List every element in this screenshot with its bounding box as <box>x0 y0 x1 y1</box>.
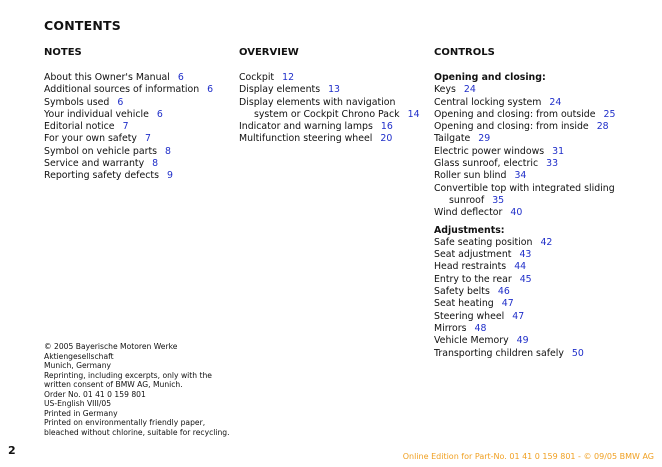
toc-page-link[interactable]: 47 <box>501 298 514 310</box>
toc-entry[interactable] <box>434 237 649 249</box>
notes-list <box>44 72 229 183</box>
toc-page-link[interactable]: 46 <box>497 286 510 298</box>
toc-page-link[interactable]: 7 <box>144 133 151 145</box>
toc-entry[interactable] <box>434 249 649 261</box>
toc-page-link[interactable]: 8 <box>152 158 159 170</box>
toc-entry-label: Keys <box>434 84 456 96</box>
toc-entry[interactable] <box>239 121 429 133</box>
toc-entry-label: Indicator and warning lamps <box>239 121 373 133</box>
toc-entry-label: Editorial notice <box>44 121 115 133</box>
toc-entry[interactable] <box>434 261 649 273</box>
toc-entry[interactable] <box>434 207 649 219</box>
toc-entry[interactable] <box>239 72 429 84</box>
toc-entry[interactable] <box>434 323 649 335</box>
toc-entry-label: Transporting children safely <box>434 347 564 359</box>
page-title: CONTENTS <box>44 18 121 33</box>
toc-entry-label: Safe seating position <box>434 236 533 248</box>
copyright-line: Printed on environmentally friendly paper, <box>44 418 206 427</box>
toc-entry[interactable] <box>434 298 649 310</box>
toc-entry-label: Cockpit <box>239 72 275 83</box>
copyright-line: © 2005 Bayerische Motoren Werke <box>44 342 178 351</box>
toc-page-link[interactable]: 12 <box>282 72 295 83</box>
copyright-line: Reprinting, including excerpts, only with the <box>44 370 212 380</box>
toc-page-link[interactable]: 13 <box>328 84 341 96</box>
toc-page-link[interactable]: 35 <box>492 194 505 206</box>
toc-page-link[interactable]: 43 <box>519 249 532 261</box>
toc-page-link[interactable]: 44 <box>514 261 527 273</box>
toc-page-link[interactable]: 6 <box>156 108 163 120</box>
notes-column <box>44 47 229 183</box>
toc-entry[interactable] <box>44 121 229 133</box>
toc-entry-label: Mirrors <box>434 322 467 334</box>
toc-entry-label: Central locking system <box>434 96 542 108</box>
toc-page-link[interactable]: 6 <box>177 72 184 83</box>
toc-entry[interactable] <box>434 97 649 109</box>
toc-entry-label: Seat heating <box>434 298 494 310</box>
footer-edition-note: Online Edition for Part-No. 01 41 0 159 801 - © 09/05 BMW AG <box>402 452 654 461</box>
controls-column <box>434 47 649 360</box>
toc-entry-label: Display elements <box>239 84 321 96</box>
toc-entry-label: Tailgate <box>434 133 471 145</box>
toc-entry-label: For your own safety <box>44 133 137 145</box>
toc-entry[interactable] <box>434 146 649 158</box>
opening-closing-heading: Opening and closing: <box>434 72 546 83</box>
toc-entry-label: Your individual vehicle <box>44 108 149 120</box>
toc-entry[interactable] <box>434 183 629 208</box>
toc-page-link[interactable]: 45 <box>519 273 532 285</box>
notes-heading: NOTES <box>44 47 82 58</box>
toc-entry[interactable] <box>434 348 649 360</box>
toc-entry[interactable] <box>239 84 429 96</box>
toc-entry-label: Symbols used <box>44 96 110 108</box>
copyright-line: bleached without chlorine, suitable for recycling. <box>44 427 230 437</box>
toc-entry-label: Opening and closing: from inside <box>434 121 589 133</box>
toc-page-link[interactable]: 6 <box>117 96 124 108</box>
toc-page-link[interactable]: 31 <box>552 145 565 157</box>
copyright-line: written consent of BMW AG, Munich. <box>44 380 183 389</box>
copyright-line: US-English VIII/05 <box>44 399 112 408</box>
toc-page-link[interactable]: 33 <box>546 158 559 170</box>
toc-entry[interactable] <box>434 109 649 121</box>
controls-heading: CONTROLS <box>434 47 495 58</box>
toc-entry[interactable] <box>44 72 229 84</box>
toc-entry-label: Steering wheel <box>434 310 505 322</box>
toc-entry-label: Wind deflector <box>434 207 503 219</box>
toc-entry-label: Entry to the rear <box>434 273 512 285</box>
toc-page-link[interactable]: 7 <box>122 121 129 133</box>
toc-entry-label: Additional sources of information <box>44 84 200 96</box>
toc-entry[interactable] <box>434 133 649 145</box>
toc-page-link[interactable]: 24 <box>463 84 476 96</box>
toc-entry-label: Glass sunroof, electric <box>434 158 539 170</box>
toc-page-link[interactable]: 8 <box>165 145 172 157</box>
opening-closing-list <box>434 84 649 219</box>
copyright-line: Aktiengesellschaft <box>44 351 114 361</box>
toc-entry[interactable] <box>239 133 429 145</box>
toc-page-link[interactable]: 48 <box>474 322 487 334</box>
toc-page-link[interactable]: 6 <box>207 84 214 96</box>
copyright-line: Printed in Germany <box>44 408 118 418</box>
toc-page-link[interactable]: 25 <box>603 108 616 120</box>
toc-entry-label: Electric power windows <box>434 145 545 157</box>
toc-page-link[interactable]: 16 <box>380 121 393 133</box>
toc-entry-label: Reporting safety defects <box>44 170 159 182</box>
copyright-line: Order No. 01 41 0 159 801 <box>44 389 146 399</box>
toc-entry-label: Convertible top with integrated sliding sunroof <box>434 182 615 206</box>
toc-entry-label: Roller sun blind <box>434 170 507 182</box>
toc-entry-label: Display elements with navigation system or Cockpit Chrono Pack <box>239 96 400 120</box>
toc-entry[interactable] <box>434 158 649 170</box>
toc-entry[interactable] <box>44 97 229 109</box>
overview-column <box>239 47 429 146</box>
toc-entry[interactable] <box>434 170 649 182</box>
toc-entry-label: Vehicle Memory <box>434 335 509 347</box>
overview-heading: OVERVIEW <box>239 47 299 58</box>
toc-page-link[interactable]: 50 <box>571 347 584 359</box>
toc-entry[interactable] <box>44 146 229 158</box>
toc-page-link[interactable]: 47 <box>512 310 525 322</box>
toc-page-link[interactable]: 24 <box>549 96 562 108</box>
toc-page-link[interactable]: 34 <box>514 170 527 182</box>
toc-entry[interactable] <box>434 121 649 133</box>
toc-entry[interactable] <box>239 97 429 122</box>
toc-entry[interactable] <box>44 109 229 121</box>
toc-page-link[interactable]: 49 <box>516 335 529 347</box>
copyright-line: Munich, Germany <box>44 361 112 370</box>
toc-page-link[interactable]: 29 <box>478 133 491 145</box>
toc-entry-label: Seat adjustment <box>434 249 512 261</box>
toc-entry[interactable] <box>434 84 649 96</box>
toc-entry[interactable] <box>44 158 229 170</box>
toc-entry-label: Opening and closing: from outside <box>434 108 596 120</box>
toc-page-link[interactable]: 14 <box>407 108 420 120</box>
toc-entry[interactable] <box>434 335 649 347</box>
toc-entry[interactable] <box>434 274 649 286</box>
toc-entry[interactable] <box>434 311 649 323</box>
copyright-notice <box>44 342 274 437</box>
toc-page-link[interactable]: 42 <box>540 236 553 248</box>
toc-entry-label: Multifunction steering wheel <box>239 133 373 145</box>
overview-list <box>239 72 429 146</box>
toc-entry[interactable] <box>44 133 229 145</box>
toc-entry[interactable] <box>44 170 229 182</box>
toc-entry[interactable] <box>434 286 649 298</box>
toc-page-link[interactable]: 40 <box>510 207 523 219</box>
toc-entry-label: About this Owner's Manual <box>44 72 170 83</box>
toc-entry-label: Head restraints <box>434 261 507 273</box>
toc-page-link[interactable]: 28 <box>596 121 609 133</box>
adjustments-heading: Adjustments: <box>434 224 505 236</box>
adjustments-list <box>434 237 649 360</box>
toc-entry-label: Safety belts <box>434 286 490 298</box>
toc-page-link[interactable]: 9 <box>166 170 173 182</box>
toc-entry[interactable] <box>44 84 229 96</box>
page-number: 2 <box>8 444 16 457</box>
toc-page-link[interactable]: 20 <box>380 133 393 145</box>
toc-entry-label: Service and warranty <box>44 158 145 170</box>
toc-entry-label: Symbol on vehicle parts <box>44 145 158 157</box>
